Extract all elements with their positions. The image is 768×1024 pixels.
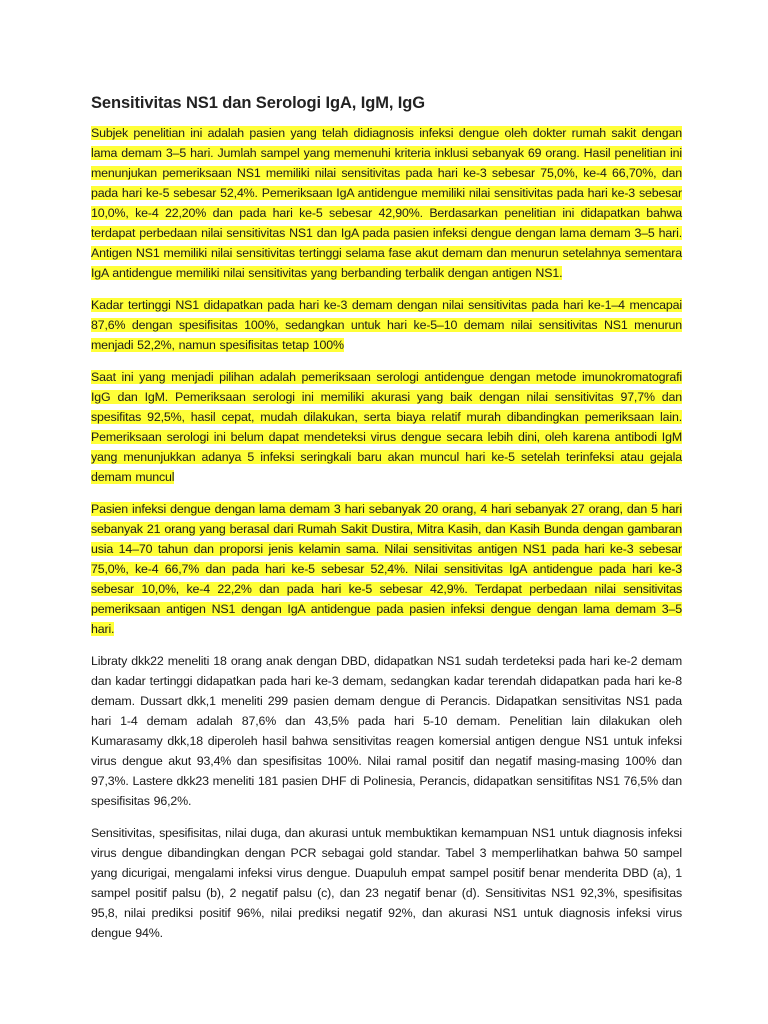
paragraph-3 (91, 367, 682, 487)
highlighted-text: Subjek penelitian ini adalah pasien yang telah didiagnosis infeksi dengue oleh dokter rumah sakit dengan lama demam 3–5 hari. Jumlah sampel yang memenuhi kriteria inklusi sebanyak 69 orang. Hasil penelitian ini menunjukan pemeriksaan NS1 memiliki nilai sensitivitas pada hari ke-3 sebesar 75,0%, ke-4 66,70%, dan pada hari ke-5 sebesar 52,4%. Pemeriksaan IgA antidengue memiliki nilai sensitivitas pada hari ke-3 sebesar 10,0%, ke-4 22,20% dan pada hari ke-5 sebesar 42,90%. Berdasarkan penelitian ini didapatkan bahwa terdapat perbedaan nilai sensitivitas NS1 dan IgA pada pasien infeksi dengue dengan lama demam 3–5 hari. Antigen NS1 memiliki nilai sensitivitas tertinggi selama fase akut demam dan menurun setelahnya sementara IgA antidengue memiliki nilai sensitivitas yang berbanding terbalik dengan antigen NS1. (91, 126, 682, 280)
paragraph-4 (91, 499, 682, 639)
paragraph-5 (91, 651, 682, 811)
page-title: Sensitivitas NS1 dan Serologi IgA, IgM, IgG (91, 94, 426, 112)
body-text: Sensitivitas, spesifisitas, nilai duga, dan akurasi untuk membuktikan kemampuan NS1 untuk diagnosis infeksi virus dengue dibandingkan dengan PCR sebagai gold standar. Tabel 3 memperlihatkan bahwa 50 sampel yang dicurigai, mengalami infeksi virus dengue. Duapuluh empat sampel positif benar menderita DBD (a), 1 sampel positif palsu (b), 2 negatif palsu (c), dan 23 negatif benar (d). Sensitivitas NS1 92,3%, spesifisitas 95,8, nilai prediksi positif 96%, nilai prediksi negatif 92%, dan akurasi NS1 untuk diagnosis infeksi virus dengue 94%. (91, 826, 682, 940)
highlighted-text: Saat ini yang menjadi pilihan adalah pemeriksaan serologi antidengue dengan metode imunokromatografi IgG dan IgM. Pemeriksaan serologi ini memiliki akurasi yang baik dengan nilai sensitivitas 97,7% dan spesifitas 92,5%, hasil cepat, mudah dilakukan, serta biaya relatif murah dibandingkan pemeriksaan lain. Pemeriksaan serologi ini belum dapat mendeteksi virus dengue secara lebih dini, oleh karena antibodi IgM yang menunjukkan adanya 5 infeksi seringkali baru akan muncul hari ke-5 setelah terinfeksi atau gejala demam muncul (91, 370, 682, 484)
highlighted-text: Pasien infeksi dengue dengan lama demam 3 hari sebanyak 20 orang, 4 hari sebanyak 27 orang, dan 5 hari sebanyak 21 orang yang berasal dari Rumah Sakit Dustira, Mitra Kasih, dan Kasih Bunda dengan gambaran usia 14–70 tahun dan proporsi jenis kelamin sama. Nilai sensitivitas antigen NS1 pada hari ke-3 sebesar 75,0%, ke-4 66,7% dan pada hari ke-5 sebesar 52,4%. Nilai sensitivitas IgA antidengue pada hari ke-3 sebesar 10,0%, ke-4 22,2% dan pada hari ke-5 sebesar 42,9%. Terdapat perbedaan nilai sensitivitas pemeriksaan antigen NS1 dengan IgA antidengue pada pasien infeksi dengue dengan lama demam 3–5 hari. (91, 502, 682, 636)
highlighted-text: Kadar tertinggi NS1 didapatkan pada hari ke-3 demam dengan nilai sensitivitas pada hari ke-1–4 mencapai 87,6% dengan spesifisitas 100%, sedangkan untuk hari ke-5–10 demam nilai sensitivitas NS1 menurun menjadi 52,2%, namun spesifisitas tetap 100% (91, 298, 682, 352)
body-text: Libraty dkk22 meneliti 18 orang anak dengan DBD, didapatkan NS1 sudah terdeteksi pada hari ke-2 demam dan kadar tertinggi didapatkan pada hari ke-3 demam, sedangkan kadar terendah didapatkan pada hari ke-8 demam. Dussart dkk,1 meneliti 299 pasien demam dengue di Perancis. Didapatkan sensitivitas NS1 pada hari 1-4 demam adalah 87,6% dan 43,5% pada hari 5-10 demam. Penelitian lain dilakukan oleh Kumarasamy dkk,18 diperoleh hasil bahwa sensitivitas reagen komersial antigen dengue NS1 untuk infeksi virus dengue akut 93,4% dan spesifisitas 100%. Nilai ramal positif dan negatif masing-masing 100% dan 97,3%. Lastere dkk23 meneliti 181 pasien DHF di Polinesia, Perancis, didapatkan sensitifitas NS1 76,5% dan spesifisitas 96,2%. (91, 654, 683, 808)
paragraph-1 (91, 123, 682, 283)
paragraph-2 (91, 295, 682, 355)
paragraph-6 (91, 823, 682, 943)
